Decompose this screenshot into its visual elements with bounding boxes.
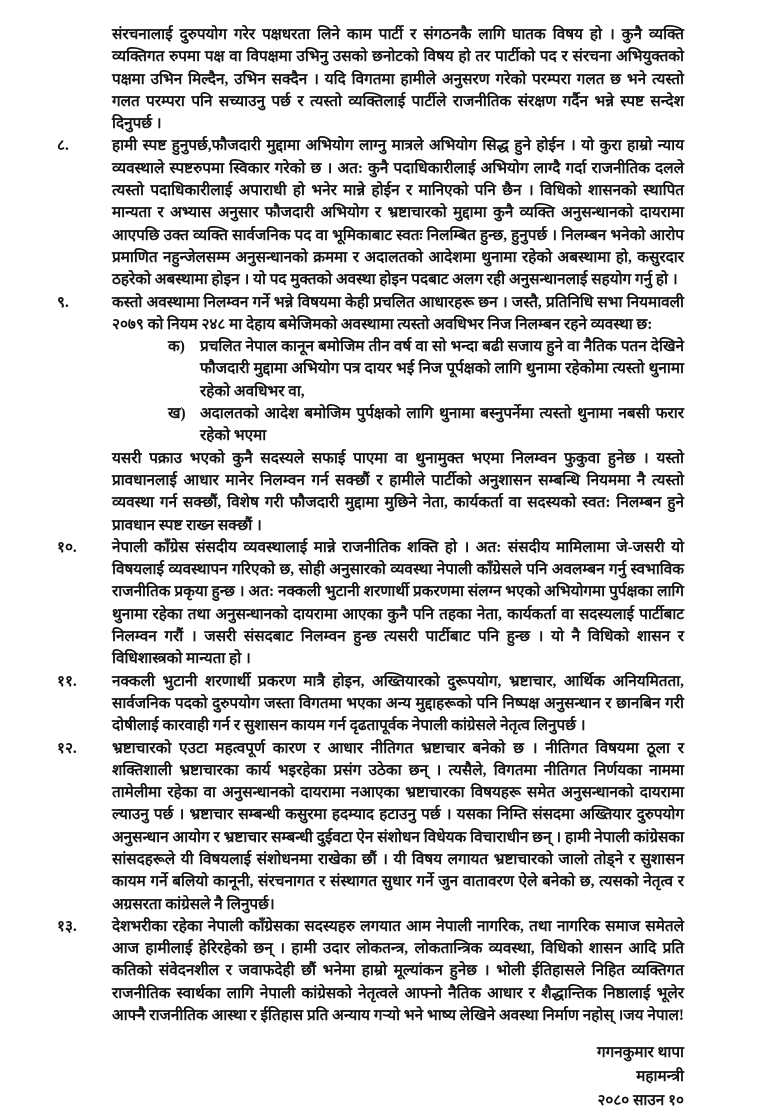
list-item-13 — [57, 916, 684, 1027]
item-number: ११. — [57, 672, 77, 690]
signature-date: २०८० साउन १० — [597, 1092, 684, 1110]
item-continuation-text: यसरी पक्राउ भएको कुनै सदस्यले सफाई पाएमा वा थुनामुक्त भएमा निलम्वन फुकुवा हुनेछ । यस्तो प्रावधानलाई आधार मानेर निलम्वन गर्न सक्छौं र हामीले पार्टीको अनुशासन सम्बन्धि नियममा नै त्यस्तो व्यवस्था गर्न सक्छौं, विशेष गरी फौजदारी मुद्दामा मुछिने नेता, कार्यकर्ता वा सदस्यको स्वत: निलम्बन हुने प्रावधान स्पष्ट राख्न सक्छौं । — [112, 449, 684, 534]
signature-name: गगनकुमार थापा — [596, 1044, 684, 1062]
item-text: कस्तो अवस्थामा निलम्वन गर्ने भन्ने विषयमा केही प्रचलित आधारहरू छन । जस्तै, प्रतिनिधि सभा नियमावली २०७९ को नियम २४८ मा देहाय बमेजिमको अवस्थामा त्यस्तो अवधिभर निज निलम्बन रहने व्यवस्था छ: — [112, 293, 684, 333]
item-number: ९. — [57, 293, 69, 311]
item-text: भ्रष्टाचारको एउटा महत्वपूर्ण कारण र आधार नीतिगत भ्रष्टाचार बनेको छ । नीतिगत विषयमा ठूला र शक्तिशाली भ्रष्टाचारका कार्य भइरहेका प्रसंग उठेका छन् । त्यसैले, विगतमा नीतिगत निर्णयका नाममा तामेलीमा रहेका वा अनुसन्धानको दायरामा नआएका भ्रष्टाचारका विषयहरू समेत अनुसन्धानको दायरामा ल्याउनु पर्छ । भ्रष्टाचार सम्बन्धी कसुरमा हदम्याद हटाउनु पर्छ । यसका निम्ति संसदमा अख्तियार दुरुपयोग अनुसन्धान आयोग र भ्रष्टाचार सम्बन्धी दुईवटा ऐन संशोधन विधेयक विचाराधीन छन् । हामी नेपाली कांग्रेसका सांसदहरूले यी विषयलाई संशोधनमा राखेका छौं । यी विषय लगायत भ्रष्टाचारको जालो तोड्ने र सुशासन कायम गर्ने बलियो कानूनी, संरचनागत र संस्थागत सुधार गर्ने जुन वातावरण ऐले बनेको छ, त्यसको नेतृत्व र अग्रसरता कांग्रेसले नै लिनुपर्छ। — [112, 739, 684, 913]
sub-item-list — [112, 336, 684, 447]
intro-continuation-paragraph: संरचनालाई दुरुपयोग गरेर पक्षधरता लिने काम पार्टी र संगठनकै लागि घातक विषय हो । कुनै व्यक्ति व्यक्तिगत रुपमा पक्ष वा विपक्षमा उभिनु उसको छनोटको विषय हो तर पार्टीको पद र संरचना अभियुक्तको पक्षमा उभिन मिल्दैन, उभिन सक्दैन । यदि विगतमा हामीले अनुसरण गरेको परम्परा गलत छ भने त्यस्तो गलत परम्परा पनि सच्याउनु पर्छ र त्यस्तो व्यक्तिलाई पार्टीले राजनीतिक संरक्षण गर्दैन भन्ने स्पष्ट सन्देश दिनुपर्छ । — [112, 26, 684, 133]
list-item-8 — [57, 135, 684, 291]
list-item-9 — [57, 292, 684, 537]
item-number: १३. — [57, 917, 77, 935]
item-text: देशभरीका रहेका नेपाली काँग्रेसका सदस्यहरु लगयात आम नेपाली नागरिक, तथा नागरिक समाज समेतले आज हामीलाई हेरिरहेको छन् । हामी उदार लोकतन्त्र, लोकतान्त्रिक व्यवस्था, विधिको शासन आदि प्रति कतिको संवेदनशील र जवाफदेही छौं भनेमा हाम्रो मूल्यांकन हुनेछ । भोली ईतिहासले निहित व्यक्तिगत राजनीतिक स्वार्थका लागि नेपाली कांग्रेसको नेतृत्वले आफ्नो नैतिक आधार र शैद्धान्तिक निष्ठालाई भूलेर आफ्नै राजनीतिक आस्था र ईतिहास प्रति अन्याय गऱ्यो भने भाष्य लेखिने अवस्था निर्माण नहोस् ।जय नेपाल! — [112, 917, 684, 1025]
list-item-12 — [57, 738, 684, 916]
item-text: नेपाली काँग्रेस संसदीय व्यवस्थालाई मान्ने राजनीतिक शक्ति हो । अत: संसदीय मामिलामा जे-जसरी यो विषयलाई व्यवस्थापन गरिएको छ, सोही अनुसारको व्यवस्था नेपाली काँग्रेसले पनि अवलम्बन गर्नु स्वभाविक राजनीतिक प्रकृया हुन्छ । अत: नक्कली भुटानी शरणार्थी प्रकरणमा संलग्न भएको अभियोगमा पुर्पक्षका लागि थुनामा रहेका तथा अनुसन्धानको दायरामा आएका कुनै पनि तहका नेता, कार्यकर्ता वा सदस्यलाई पार्टीबाट निलम्वन गरौं । जसरी संसदबाट निलम्वन हुन्छ त्यसरी पार्टीबाट पनि हुन्छ । यो नै विधिको शासन र विधिशास्त्रको मान्यता हो । — [112, 538, 684, 668]
list-item-11 — [57, 671, 684, 738]
item-text: हामी स्पष्ट हुनुपर्छ,फौजदारी मुद्दामा अभियोग लाग्नु मात्रले अभियोग सिद्ध हुने होईन । यो कुरा हाम्रो न्याय व्यवस्थाले स्पष्टरुपमा स्विकार गरेको छ । अत: कुनै पदाधिकारीलाई अभियोग लाग्दै गर्दा राजनीतिक दलले त्यस्तो पदाधिकारीलाई अपाराधी हो भनेर मान्ने होईन र मानिएको पनि छैन । विधिको शासनको स्थापित मान्यता र अभ्यास अनुसार फौजदारी अभियोग र भ्रष्टाचारको मुद्दामा कुनै व्यक्ति अनुसन्धानको दायरामा आएपछि उक्त व्यक्ति सार्वजनिक पद वा भूमिकाबाट स्वतः निलम्बित हुन्छ, हुनुपर्छ । निलम्बन भनेको आरोप प्रमाणित नहुन्जेलसम्म अनुसन्धानको क्रममा र अदालतको आदेशमा थुनामा रहेको अबस्थामा हो, कसुरदार ठहरेको अबस्थामा होइन । यो पद मुक्तको अवस्था होइन पदबाट अलग रही अनुसन्धानलाई सहयोग गर्नु हो । — [112, 137, 684, 289]
list-item-10 — [57, 537, 684, 671]
item-number: १२. — [57, 739, 77, 757]
signature-block — [57, 1041, 684, 1113]
item-number: ८. — [57, 137, 69, 155]
sub-item-text: अदालतको आदेश बमोजिम पुर्पक्षको लागि थुनामा बस्नुपर्नेमा त्यस्तो थुनामा नबसी फरार रहेको भएमा — [200, 405, 684, 445]
item-number: १०. — [57, 538, 77, 556]
item-text: नक्कली भुटानी शरणार्थी प्रकरण मात्रै होइन, अख्तियारको दुरूपयोग, भ्रष्टाचार, आर्थिक अनियमितता, सार्वजनिक पदको दुरुपयोग जस्ता विगतमा भएका अन्य मुद्दाहरूको पनि निष्पक्ष अनुसन्धान र छानबिन गरी दोषीलाई कारवाही गर्न र सुशासन कायम गर्न दृढतापूर्वक नेपाली कांग्रेसले नेतृत्व लिनुपर्छ । — [112, 672, 684, 735]
sub-item-ka — [112, 336, 684, 403]
sub-item-label: क) — [168, 338, 185, 356]
signature-title: महामन्त्री — [636, 1068, 684, 1086]
sub-item-text: प्रचलित नेपाल कानून बमोजिम तीन वर्ष वा सो भन्दा बढी सजाय हुने वा नैतिक पतन देखिने फौजदारी मुद्दामा अभियोग पत्र दायर भई निज पूर्पक्षको लागि थुनामा रहेकोमा त्यस्तो थुनामा रहेको अवधिभर वा, — [200, 338, 684, 400]
sub-item-label: ख) — [168, 405, 186, 423]
sub-item-kha — [112, 403, 684, 448]
